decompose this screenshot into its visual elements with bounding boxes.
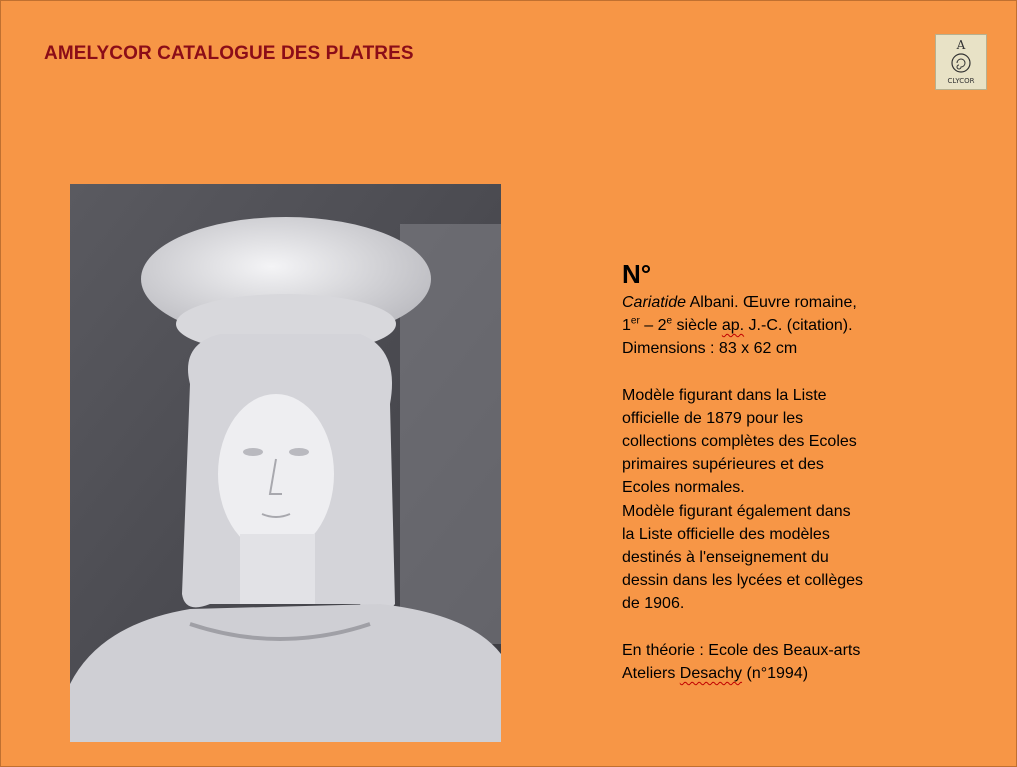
entry-name-line: Cariatide Albani. Œuvre romaine, bbox=[622, 294, 857, 311]
paragraph-line: primaires supérieures et des bbox=[622, 456, 824, 474]
paragraph-line: Modèle figurant également dans bbox=[622, 502, 851, 520]
entry-number: N° bbox=[622, 259, 652, 289]
paragraph-line: Modèle figurant dans la Liste bbox=[622, 386, 827, 404]
paragraph-line: dessin dans les lycées et collèges bbox=[622, 572, 864, 590]
entry-name: Cariatide bbox=[622, 294, 687, 311]
svg-text:A: A bbox=[956, 38, 966, 52]
entry-description bbox=[622, 257, 922, 685]
catalogue-title: AMELYCOR CATALOGUE DES PLATRES bbox=[44, 43, 414, 64]
theory-school: En théorie : Ecole des Beaux-arts bbox=[622, 641, 861, 659]
paragraph-line: de 1906. bbox=[622, 595, 685, 613]
paragraph-line: collections complètes des Ecoles bbox=[622, 433, 857, 451]
paragraph-line: officielle de 1879 pour les bbox=[622, 409, 804, 427]
ateliers-line: Ateliers Desachy (n°1994) bbox=[622, 664, 809, 682]
entry-date-line: 1er – 2e siècle ap. J.-C. (citation). bbox=[622, 315, 853, 335]
cariatide-photo bbox=[70, 184, 501, 742]
paragraph-line: la Liste officielle des modèles bbox=[622, 525, 830, 543]
paragraph-line: Ecoles normales. bbox=[622, 479, 745, 497]
svg-text:CLYCOR: CLYCOR bbox=[947, 77, 975, 85]
amelycor-logo-icon bbox=[935, 34, 987, 90]
paragraph-line: destinés à l'enseignement du bbox=[622, 549, 829, 567]
entry-dimensions: Dimensions : 83 x 62 cm bbox=[622, 340, 798, 358]
